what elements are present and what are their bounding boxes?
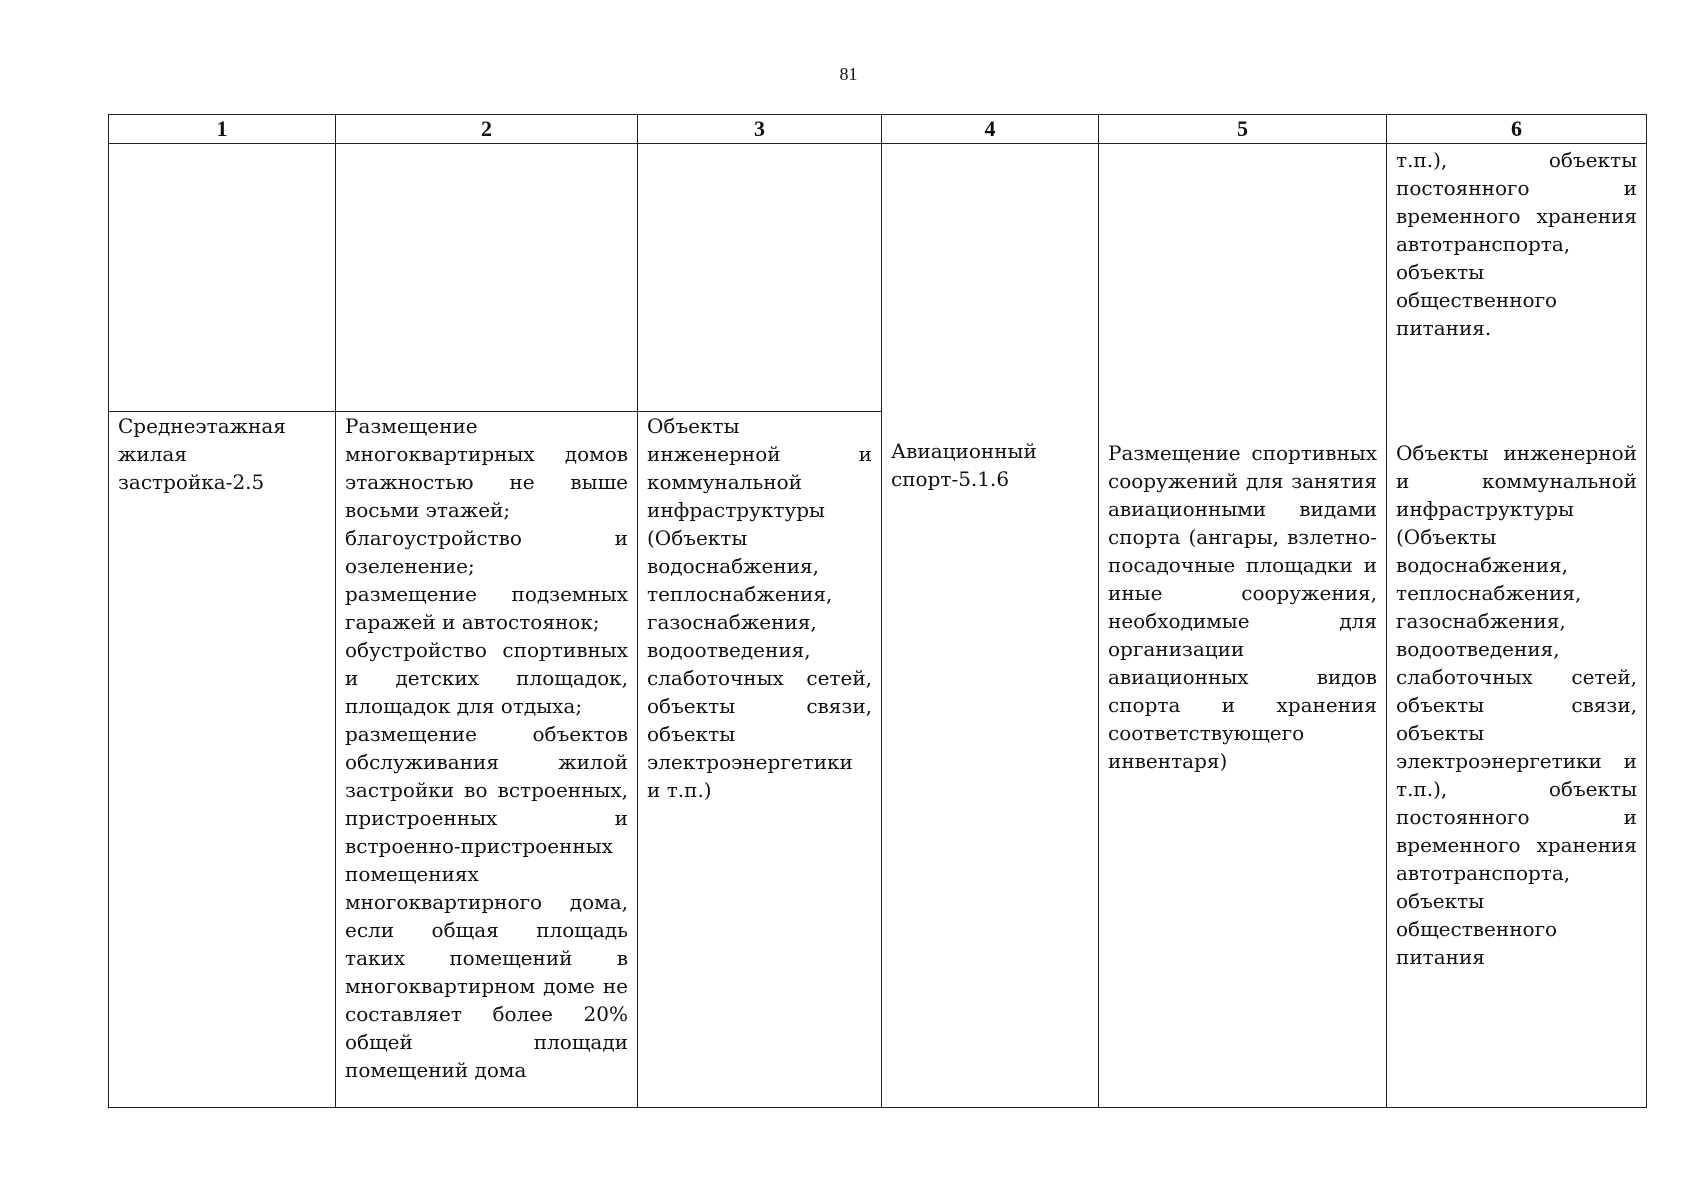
column-header-2: 2	[336, 115, 638, 144]
cell-zone-name: Среднеэтажная жилая застройка-2.5	[109, 411, 336, 1108]
cell-main-uses: Размещение многоквартирных домов этажностью не выше восьми этажей; благоустройство и озеленение; размещение подземных гаражей и автостоянок; обустройство спортивных и детских площадок, площадок для отдыха; размещение объектов обслуживания жилой застройки во встроенных, пристроенных и встроенно-пристроенных помещениях многоквартирного дома, если общая площадь таких помещений в многоквартирном доме не составляет более 20% общей площади помещений дома	[336, 411, 638, 1108]
cell-conditional-description: Размещение спортивных сооружений для занятия авиационными видами спорта (ангары, взлетно-посадочные площадки и иные сооружения, необходимые для организации авиационных видов спорта и хранения соответствующего инвентаря)	[1099, 411, 1387, 1108]
table-row-medium-rise	[109, 411, 1647, 1108]
cell-conditional-auxiliary: Объекты инженерной и коммунальной инфраструктуры (Объекты водоснабжения, теплоснабжения, газоснабжения, водоотведения, слаботочных сетей, объекты связи, объекты электроэнергетики и т.п.), объекты постоянного и временного хранения автотранспорта, объекты общественного питания	[1387, 411, 1647, 1108]
table-header-row	[109, 115, 1647, 144]
cell-continuation-auxiliary-uses	[638, 144, 882, 412]
table-row-continuation	[109, 144, 1647, 412]
cell-continuation-conditional-auxiliary: т.п.), объекты постоянного и временного хранения автотранспорта, объекты общественного питания.	[1387, 144, 1647, 412]
column-header-6: 6	[1387, 115, 1647, 144]
page-number: 81	[839, 64, 858, 84]
column-header-1: 1	[109, 115, 336, 144]
cell-auxiliary-uses: Объекты инженерной и коммунальной инфраструктуры (Объекты водоснабжения, теплоснабжения, газоснабжения, водоотведения, слаботочных сетей, объекты связи, объекты электроэнергетики и т.п.)	[638, 411, 882, 1108]
cell-continuation-main-uses	[336, 144, 638, 412]
column-header-3: 3	[638, 115, 882, 144]
zoning-table	[108, 114, 1647, 1108]
column-header-4: 4	[882, 115, 1099, 144]
cell-continuation-zone	[109, 144, 336, 412]
cell-conditional-use: Авиационный спорт-5.1.6	[882, 144, 1099, 1108]
cell-continuation-conditional-description	[1099, 144, 1387, 412]
column-header-5: 5	[1099, 115, 1387, 144]
